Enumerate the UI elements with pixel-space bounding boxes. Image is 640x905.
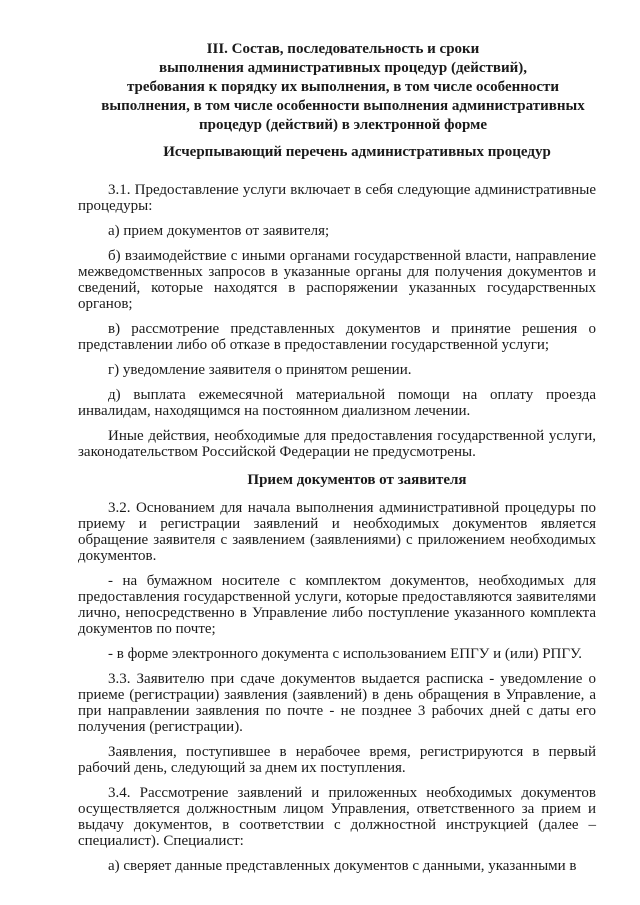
paragraph: 3.2. Основанием для начала выполнения административной процедуры по приему и регистрации заявлений и необходимых документов является обращение заявителя с заявлением (заявлениями) с приложением необходимых документов. [78, 500, 596, 564]
subheading-procedures-list: Исчерпывающий перечень административных процедур [163, 144, 551, 160]
paragraph: в) рассмотрение представленных документов и принятие решения о представлении либо об отказе в предоставлении государственной услуги; [78, 321, 596, 353]
section-title-line: требования к порядку их выполнения, в том числе особенности [126, 79, 560, 95]
section-title-line: III. Состав, последовательность и сроки [206, 41, 480, 57]
section-title [96, 40, 590, 135]
paragraph: д) выплата ежемесячной материальной помощи на оплату проезда инвалидам, находящимся на постоянном диализном лечении. [78, 387, 596, 419]
paragraph: Заявления, поступившее в нерабочее время, регистрируются в первый рабочий день, следующий за днем их поступления. [78, 744, 596, 776]
paragraph: 3.3. Заявителю при сдаче документов выдается расписка - уведомление о приеме (регистрации) заявления (заявлений) в день обращения в Управление, а при направлении заявления по почте - не позднее 3 рабочих дней с даты его получения (регистрации). [78, 671, 596, 735]
paragraph: а) сверяет данные представленных документов с данными, указанными в [108, 858, 577, 874]
section-title-line: выполнения, в том числе особенности выполнения административных [101, 98, 585, 114]
section-title-line: процедур (действий) в электронной форме [198, 117, 488, 133]
paragraph: 3.4. Рассмотрение заявлений и приложенных необходимых документов осуществляется должностным лицом Управления, ответственного за прием и выдачу документов, в соответствии с должностной инструкцией (далее – специалист). Специалист: [78, 785, 596, 849]
subheading-document-intake: Прием документов от заявителя [247, 472, 467, 488]
section-title-line: выполнения административных процедур (действий), [158, 60, 528, 76]
paragraph: - в форме электронного документа с использованием ЕПГУ и (или) РПГУ. [108, 646, 582, 662]
paragraph: 3.1. Предоставление услуги включает в себя следующие административные процедуры: [78, 182, 596, 214]
paragraph: - на бумажном носителе с комплектом документов, необходимых для предоставления государственной услуги, которые предоставляются заявителями лично, непосредственно в Управление либо поступление указанного комплекта документов по почте; [78, 573, 596, 637]
paragraph: а) прием документов от заявителя; [108, 223, 330, 239]
paragraph: б) взаимодействие с иными органами государственной власти, направление межведомственных запросов в указанные органы для получения документов и сведений, которые находятся в распоряжении указанных государственных органов; [78, 248, 596, 312]
paragraph: Иные действия, необходимые для предоставления государственной услуги, законодательством Российской Федерации не предусмотрены. [78, 428, 596, 460]
paragraph: г) уведомление заявителя о принятом решении. [108, 362, 412, 378]
